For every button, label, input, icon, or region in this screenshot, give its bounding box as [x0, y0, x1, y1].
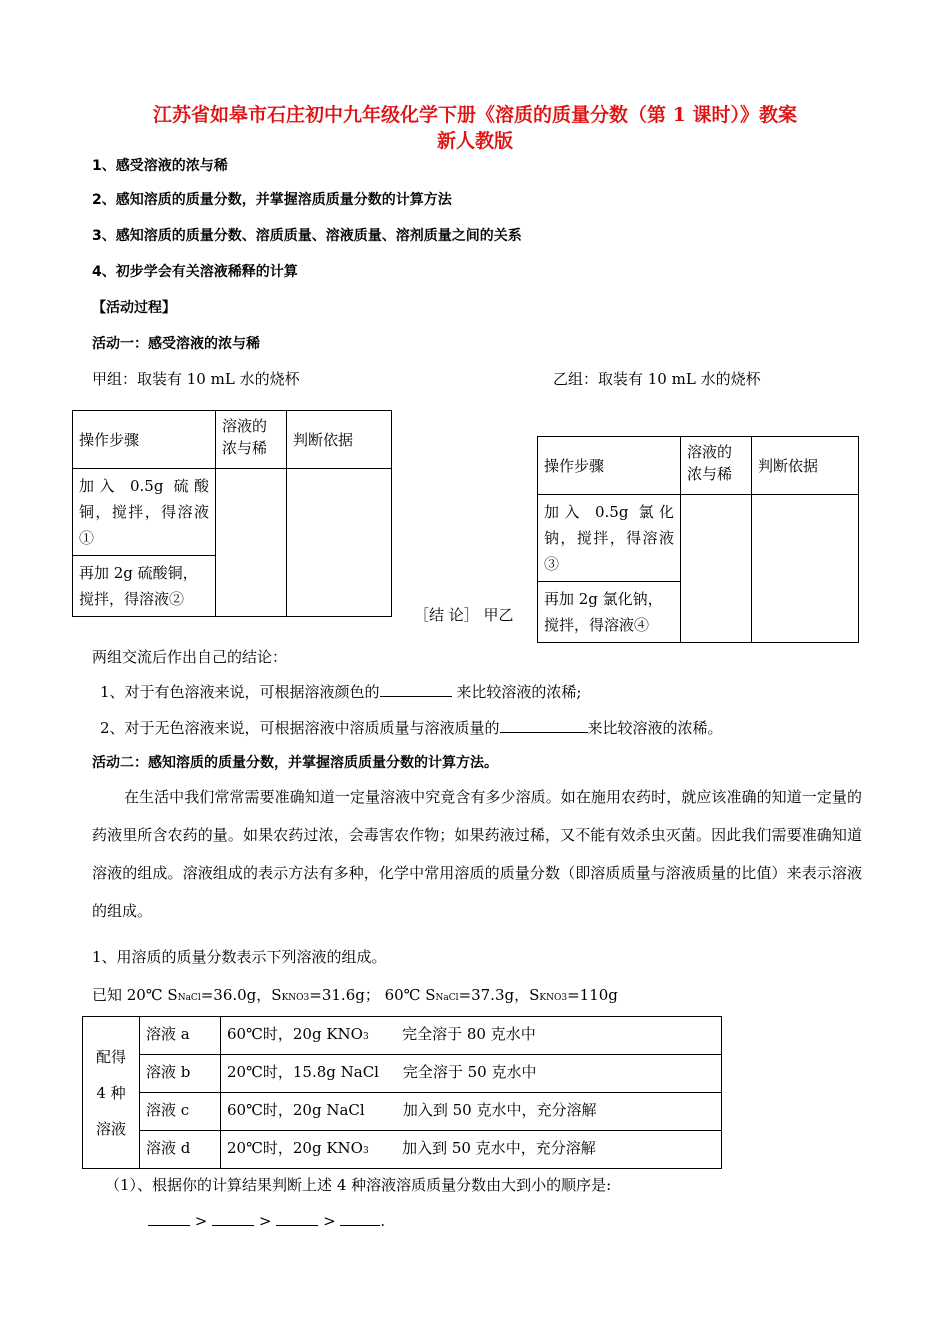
table-b-header-concentration: 溶液的浓与稀: [681, 437, 752, 495]
solution-c-name: 溶液 c: [140, 1093, 221, 1131]
solution-c-desc-text: 60℃时，20g NaCl: [227, 1101, 365, 1119]
table-b-cell-basis: [752, 495, 859, 643]
solution-a-desc: [221, 1017, 722, 1055]
solution-b-rest: 完全溶于 50 克水中: [378, 1063, 537, 1081]
conclusion-1: [100, 681, 581, 702]
table-a-row-2: 再加 2g 硫酸铜，搅拌，得溶液②: [73, 556, 216, 617]
conclusion-2: [100, 717, 723, 738]
solution-d-desc-text: 20℃时，20g KNO: [227, 1139, 363, 1157]
known-v3: =37.3g，S: [458, 986, 540, 1004]
order-blank-2[interactable]: [212, 1225, 254, 1226]
solution-a-name: 溶液 a: [140, 1017, 221, 1055]
solution-a-rest: 完全溶于 80 克水中: [368, 1025, 536, 1043]
table-a-cell-basis: [287, 469, 392, 617]
table-a-cell-concentration: [216, 469, 287, 617]
order-blank-3[interactable]: [276, 1225, 318, 1226]
order-gt-3: >: [323, 1212, 336, 1230]
known-prefix: 已知 20℃ S: [92, 986, 178, 1004]
solution-c-desc: [221, 1093, 722, 1131]
left-label-3: 溶液: [95, 1119, 126, 1138]
table-a-row-1: 加入 0.5g 硫酸铜，搅拌，得溶液①: [73, 469, 216, 556]
objective-1: 1、感受溶液的浓与稀: [92, 158, 228, 174]
solution-d-name: 溶液 d: [140, 1131, 221, 1169]
order-gt-1: >: [194, 1212, 208, 1230]
conclusion-1-tail: 来比较溶液的浓稀;: [451, 683, 582, 701]
exchange-text: 两组交流后作出自己的结论：: [92, 648, 288, 666]
conclusion-1-text: 1、对于有色溶液来说，可根据溶液颜色的: [100, 683, 380, 701]
table-a-header-concentration: 溶液的浓与稀: [216, 411, 287, 469]
activity2-paragraph: 在生活中我们常常需要准确知道一定量溶液中究竟含有多少溶质。如在施用农药时，就应该准确的知道一定量的药液里所含农药的量。如果农药过浓，会毒害农作物；如果药液过稀，又不能有效杀虫灭菌。因此我们需要准确知道溶液的组成。溶液组成的表示方法有多种，化学中常用溶质的质量分数（即溶质质量与溶液质量的比值）来表示溶液的组成。: [92, 788, 862, 920]
conclusion-2-blank[interactable]: [500, 732, 588, 733]
solution-d-rest: 加入到 50 克水中，充分溶解: [368, 1139, 596, 1157]
left-label-1: 配得: [95, 1047, 126, 1066]
solutions-left-label: [83, 1017, 140, 1169]
order-blank-1[interactable]: [148, 1225, 190, 1226]
activity-process-heading: 【活动过程】: [92, 300, 176, 316]
known-v2: =31.6g； 60℃ S: [309, 986, 436, 1004]
known-v4: =110g: [567, 986, 618, 1004]
table-group-a: [72, 410, 392, 617]
table-b-cell-concentration: [681, 495, 752, 643]
solution-a-desc-text: 60℃时，20g KNO: [227, 1025, 363, 1043]
question-1-1: （1）、根据你的计算结果判断上述 4 种溶液溶质质量分数由大到小的顺序是:: [105, 1176, 612, 1194]
title-line-1: 江苏省如皋市石庄初中九年级化学下册《溶质的质量分数（第 1 课时）》教案: [153, 104, 797, 126]
left-label-2: 4 种: [96, 1083, 126, 1102]
table-b-row-1: 加入 0.5g 氯化钠，搅拌，得溶液③: [538, 495, 681, 582]
solution-b-desc-text: 20℃时，15.8g NaCl: [227, 1063, 379, 1081]
solution-d-sub: 3: [362, 1146, 369, 1156]
group-b-label: 乙组：取装有 10 mL 水的烧杯: [553, 370, 761, 388]
objective-2: 2、感知溶质的质量分数，并掌握溶质质量分数的计算方法: [92, 192, 452, 208]
order-end: .: [380, 1212, 386, 1230]
known-kno3-sub-2: KNO3: [539, 993, 568, 1003]
conclusion-label: ［结 论］ 甲乙: [414, 606, 514, 624]
table-group-b: [537, 436, 859, 643]
order-gt-2: >: [258, 1212, 272, 1230]
activity2-heading: 活动二：感知溶质的质量分数，并掌握溶质质量分数的计算方法。: [92, 755, 498, 771]
table-a-header-step: 操作步骤: [73, 411, 216, 469]
table-b-header-basis: 判断依据: [752, 437, 859, 495]
order-answer-line: [148, 1212, 385, 1230]
known-nacl-sub: NaCl: [177, 993, 201, 1003]
objective-4: 4、初步学会有关溶液稀释的计算: [92, 264, 298, 280]
solution-d-desc: [221, 1131, 722, 1169]
title-line-2: 新人教版: [436, 130, 513, 152]
known-v1: =36.0g，S: [200, 986, 282, 1004]
solution-a-sub: 3: [362, 1032, 369, 1042]
conclusion-2-tail: 来比较溶液的浓稀。: [587, 719, 723, 737]
activity1-heading: 活动一：感受溶液的浓与稀: [92, 336, 260, 352]
solution-b-name: 溶液 b: [140, 1055, 221, 1093]
objective-3: 3、感知溶质的质量分数、溶质质量、溶液质量、溶剂质量之间的关系: [92, 228, 522, 244]
conclusion-2-text: 2、对于无色溶液来说，可根据溶液中溶质质量与溶液质量的: [100, 719, 500, 737]
order-blank-4[interactable]: [340, 1225, 380, 1226]
table-a-header-basis: 判断依据: [287, 411, 392, 469]
table-b-header-step: 操作步骤: [538, 437, 681, 495]
known-values: [92, 984, 618, 1005]
known-nacl-sub-2: NaCl: [435, 993, 459, 1003]
question-1: 1、用溶质的质量分数表示下列溶液的组成。: [92, 948, 387, 966]
group-a-label: 甲组：取装有 10 mL 水的烧杯: [92, 370, 300, 388]
solution-b-desc: [221, 1055, 722, 1093]
conclusion-1-blank[interactable]: [380, 696, 452, 697]
solution-c-rest: 加入到 50 克水中，充分溶解: [364, 1101, 597, 1119]
known-kno3-sub: KNO3: [281, 993, 310, 1003]
table-b-row-2: 再加 2g 氯化钠，搅拌，得溶液④: [538, 582, 681, 643]
solutions-table: [82, 1016, 722, 1169]
